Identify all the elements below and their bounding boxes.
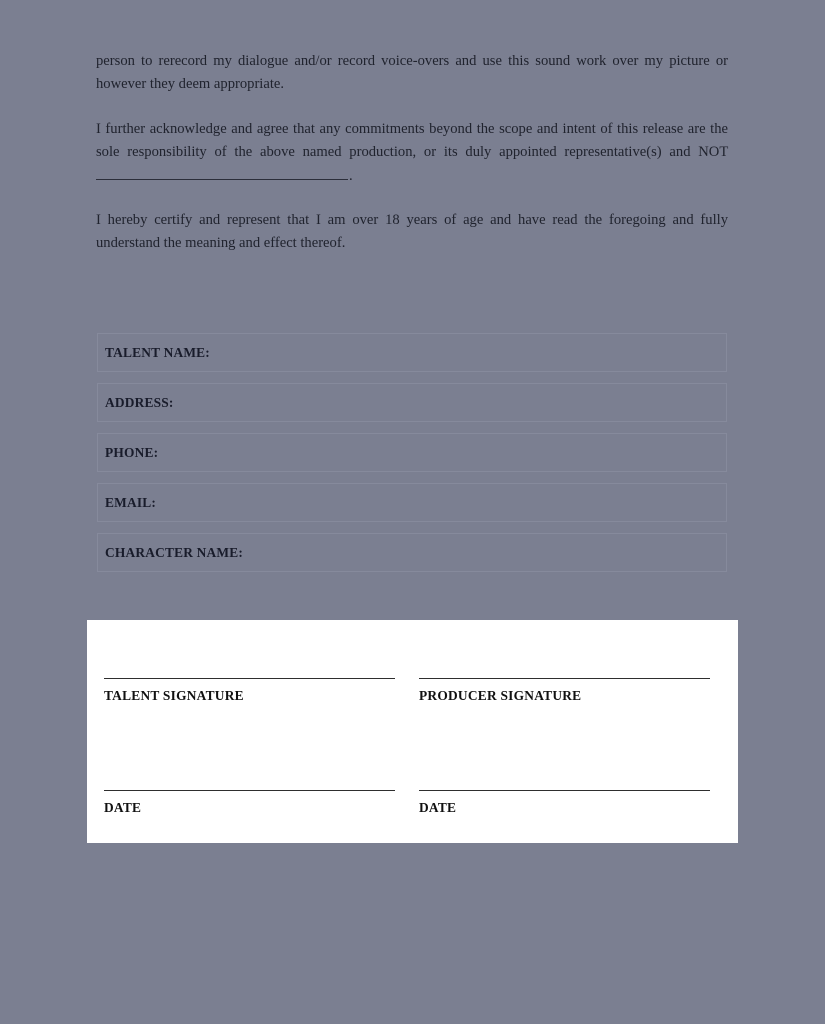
field-label-phone: PHONE: — [105, 444, 159, 460]
signature-grid — [104, 620, 727, 843]
producer-date-line[interactable] — [419, 776, 710, 791]
producer-date-cell — [419, 776, 710, 816]
talent-signature-line[interactable] — [104, 664, 395, 679]
field-label-character-name: CHARACTER NAME: — [105, 544, 244, 560]
field-phone[interactable] — [97, 433, 727, 472]
field-label-address: ADDRESS: — [105, 394, 174, 410]
paragraph-age-certification-clause: I hereby certify and represent that I am over 18 years of age and have read the foregoing and fully understand the meaning and effect thereof. — [96, 212, 728, 252]
signature-row-dates — [104, 776, 727, 816]
field-email[interactable] — [97, 483, 727, 522]
signature-row-signatures — [104, 664, 727, 704]
talent-date-caption: DATE — [104, 800, 142, 815]
field-label-talent-name: TALENT NAME: — [105, 344, 210, 360]
talent-signature-caption: TALENT SIGNATURE — [104, 688, 244, 703]
producer-signature-caption: PRODUCER SIGNATURE — [419, 688, 582, 703]
field-label-email: EMAIL: — [105, 494, 157, 510]
signature-panel — [87, 620, 738, 843]
producer-signature-line[interactable] — [419, 664, 710, 679]
talent-information-fields — [97, 333, 727, 572]
talent-signature-cell — [104, 664, 395, 704]
talent-date-cell — [104, 776, 395, 816]
commitments-trailing-punctuation: . — [349, 167, 353, 184]
field-character-name[interactable] — [97, 533, 727, 572]
field-address[interactable] — [97, 383, 727, 422]
paragraph-rerecord-clause: person to rerecord my dialogue and/or record voice-overs and use this sound work over my picture or however they deem appropriate. — [96, 53, 728, 93]
producer-date-caption: DATE — [419, 800, 457, 815]
field-talent-name[interactable] — [97, 333, 727, 372]
body-text — [96, 50, 728, 256]
commitments-lead-text: I further acknowledge and agree that any commitments beyond the scope and intent of this release are the sole responsibility of the above named production, or its duly appointed representative(s) and NOT — [96, 120, 728, 161]
producer-signature-cell — [419, 664, 710, 704]
fill-in-blank-rule[interactable] — [96, 166, 348, 179]
talent-date-line[interactable] — [104, 776, 395, 791]
paragraph-commitments-clause — [96, 118, 728, 188]
